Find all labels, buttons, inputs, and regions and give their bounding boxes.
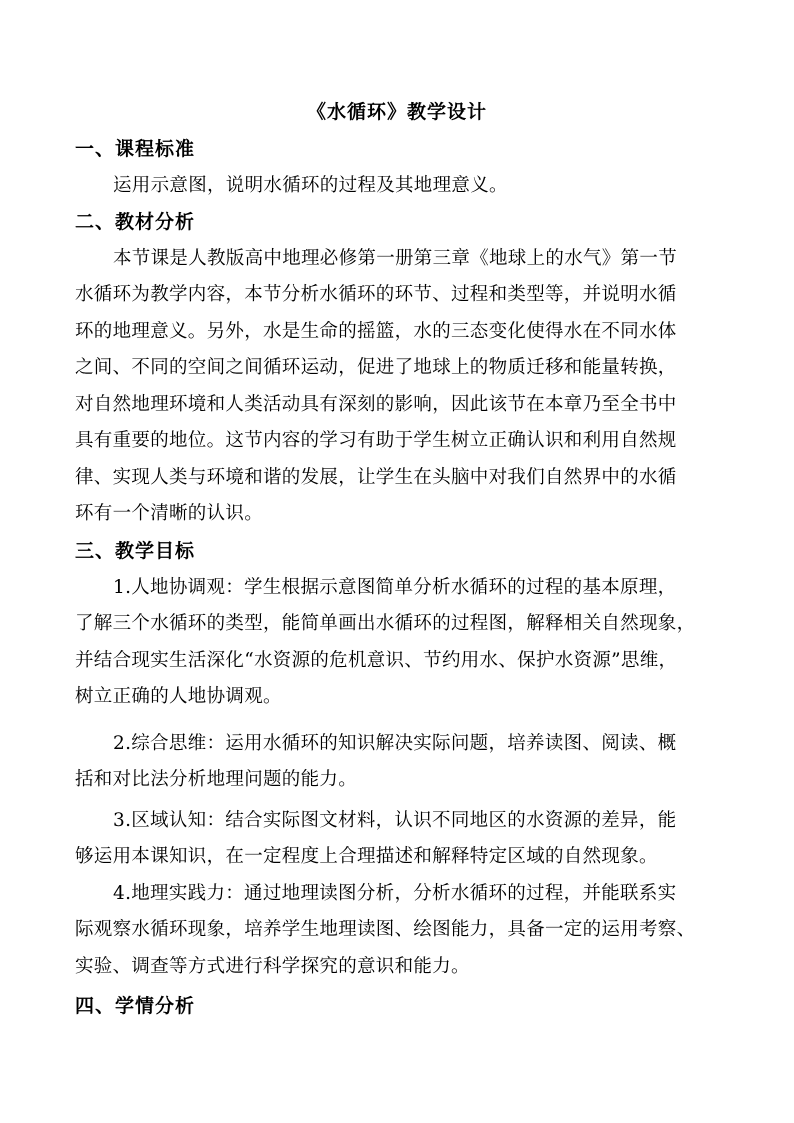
paragraph-line: 本节课是人教版高中地理必修第一册第三章《地球上的水气》第一节 (113, 248, 678, 269)
document-title: 《水循环》教学设计 (306, 101, 487, 123)
objective-line: 了解三个水循环的类型，能简单画出水循环的过程图，解释相关自然现象， (75, 613, 696, 634)
paragraph-line: 水循环为教学内容，本节分析水循环的环节、过程和类型等，并说明水循 (75, 284, 677, 305)
paragraph-line: 环的地理意义。另外，水是生命的摇篮，水的三态变化使得水在不同水体 (75, 321, 677, 342)
paragraph-line: 对自然地理环境和人类活动具有深刻的影响，因此该节在本章乃至全书中 (75, 394, 677, 415)
section-heading-teaching-objectives: 三、教学目标 (75, 540, 196, 562)
section-heading-curriculum-standard: 一、课程标准 (75, 138, 196, 160)
objective-line: 4.地理实践力：通过地理读图分析，分析水循环的过程，并能联系实 (113, 883, 677, 904)
objective-line: 2.综合思维：运用水循环的知识解决实际问题，培养读图、阅读、概 (113, 733, 677, 754)
section-heading-textbook-analysis: 二、教材分析 (75, 211, 196, 233)
objective-line: 实验、调查等方式进行科学探究的意识和能力。 (75, 956, 470, 977)
paragraph-line: 环有一个清晰的认识。 (75, 503, 264, 524)
section-heading-learner-analysis: 四、学情分析 (75, 995, 196, 1017)
paragraph-line: 运用示意图，说明水循环的过程及其地理意义。 (113, 175, 508, 196)
objective-line: 3.区域认知：结合实际图文材料，认识不同地区的水资源的差异，能 (113, 810, 677, 831)
objective-line: 树立正确的人地协调观。 (75, 686, 282, 707)
objective-line: 并结合现实生活深化“水资源的危机意识、节约用水、保护水资源”思维， (75, 650, 678, 671)
objective-line: 够运用本课知识，在一定程度上合理描述和解释特定区域的自然现象。 (75, 846, 658, 867)
objective-line: 括和对比法分析地理问题的能力。 (75, 769, 358, 790)
paragraph-line: 律、实现人类与环境和谐的发展，让学生在头脑中对我们自然界中的水循 (75, 467, 677, 488)
objective-line: 1.人地协调观：学生根据示意图简单分析水循环的过程的基本原理， (113, 577, 677, 598)
paragraph-line: 具有重要的地位。这节内容的学习有助于学生树立正确认识和利用自然规 (75, 430, 677, 451)
paragraph-line: 之间、不同的空间之间循环运动，促进了地球上的物质迁移和能量转换， (75, 357, 677, 378)
objective-line: 际观察水循环现象，培养学生地理读图、绘图能力，具备一定的运用考察、 (75, 919, 696, 940)
